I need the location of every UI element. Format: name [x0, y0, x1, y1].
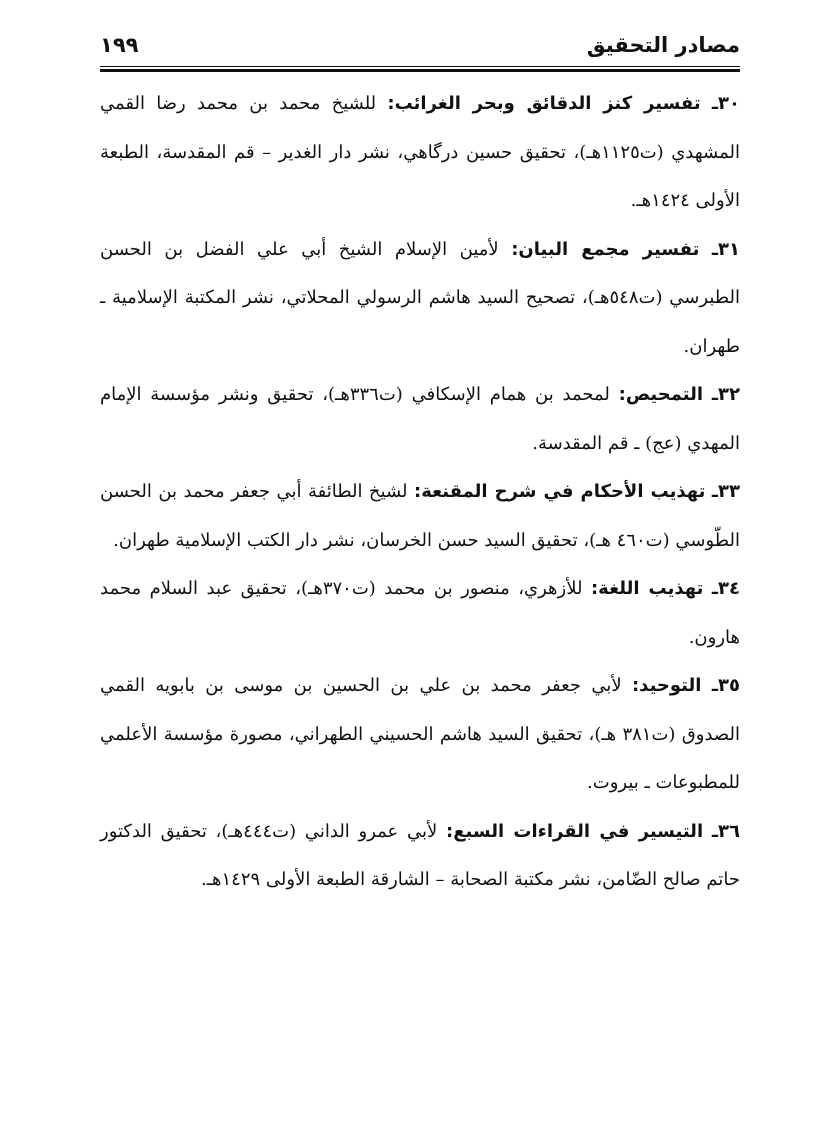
bibliography-entry [100, 80, 740, 226]
entry-number: ٣١ـ [711, 238, 740, 260]
entry-text: للأزهري، منصور بن محمد (ت٣٧٠هـ)، تحقيق عبد السلام محمد هارون. [100, 578, 740, 648]
bibliography-entry [100, 565, 740, 662]
entry-number: ٣٠ـ [711, 93, 740, 114]
page-header [100, 30, 740, 64]
header-rule-thick [100, 69, 740, 72]
entry-title: تهذيب الأحكام في شرح المقنعة: [414, 481, 706, 502]
entry-number: ٣٢ـ [711, 384, 740, 405]
entry-title: التمحيص: [618, 384, 704, 405]
bibliography-list [100, 80, 740, 905]
entry-title: تفسير مجمع البيان: [511, 238, 700, 260]
entry-text: لمحمد بن همام الإسكافي (ت٣٣٦هـ)، تحقيق ونشر مؤسسة الإمام المهدي (عج) ـ قم المقدسة. [100, 384, 740, 454]
entry-title: تهذيب اللغة: [590, 578, 704, 599]
entry-number: ٣٦ـ [711, 820, 740, 842]
entry-title: التيسير في القراءات السبع: [446, 820, 704, 842]
entry-number: ٣٣ـ [711, 481, 740, 502]
entry-text: لأمين الإسلام الشيخ أبي علي الفضل بن الحسن الطبرسي (ت٥٤٨هـ)، تصحيح السيد هاشم الرسولي المحلاتي، نشر المكتبة الإسلامية ـ طهران. [100, 238, 740, 357]
entry-number: ٣٤ـ [711, 578, 741, 599]
header-rule-thin [100, 66, 740, 67]
bibliography-entry [100, 226, 740, 372]
bibliography-entry [100, 468, 740, 565]
entry-title: تفسير كنز الدقائق وبحر الغرائب: [387, 93, 701, 114]
bibliography-entry [100, 808, 740, 905]
entry-text: لأبي عمرو الداني (ت٤٤٤هـ)، تحقيق الدكتور حاتم صالح الضّامن، نشر مكتبة الصحابة – الشارقة الطبعة الأولى ١٤٢٩هـ. [100, 820, 740, 890]
bibliography-entry [100, 662, 740, 808]
entry-text: لشيخ الطائفة أبي جعفر محمد بن الحسن الطّوسي (ت٤٦٠ هـ)، تحقيق السيد حسن الخرسان، نشر دار الكتب الإسلامية طهران. [100, 481, 740, 551]
entry-title: التوحيد: [631, 675, 702, 696]
entry-number: ٣٥ـ [711, 675, 740, 696]
running-title: مصادر التحقيق [586, 33, 740, 57]
entry-text: للشيخ محمد بن محمد رضا القمي المشهدي (ت١١٢٥هـ)، تحقيق حسين درگاهي، نشر دار الغدير – قم المقدسة، الطبعة الأولى ١٤٢٤هـ. [100, 93, 740, 211]
document-page [100, 30, 740, 905]
bibliography-entry [100, 371, 740, 468]
page-number: ١٩٩ [100, 33, 139, 57]
entry-text: لأبي جعفر محمد بن علي بن الحسين بن موسى بن بابويه القمي الصدوق (ت٣٨١ هـ)، تحقيق السيد هاشم الحسيني الطهراني، مصورة مؤسسة الأعلمي للمطبوعات ـ بيروت. [100, 675, 740, 793]
